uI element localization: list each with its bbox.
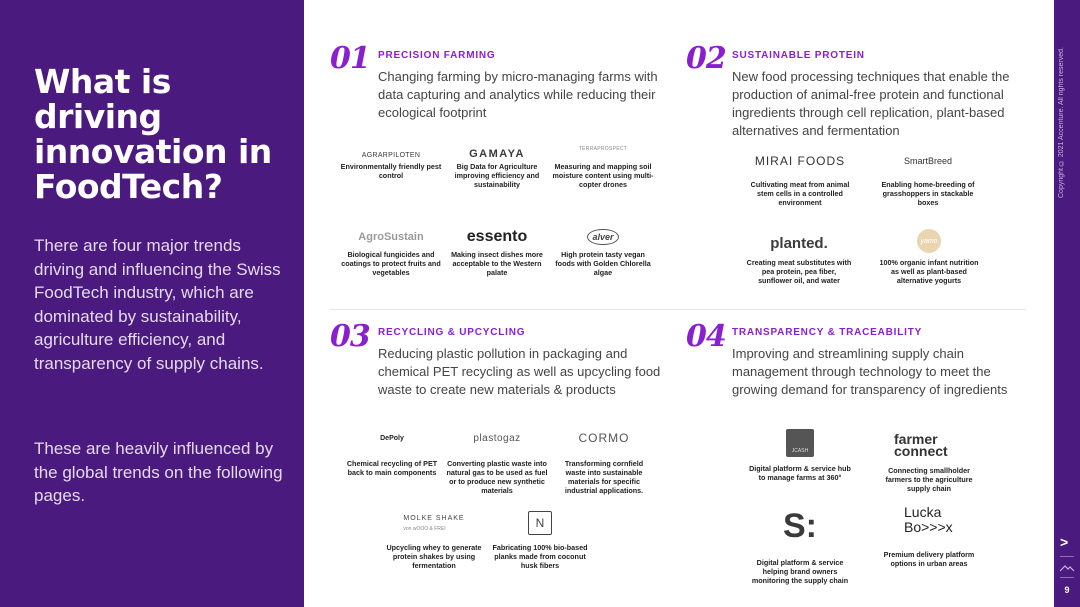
company-logo-sub: von wOOO & FREI bbox=[403, 526, 446, 532]
section-divider bbox=[330, 309, 1026, 310]
company-molke-shake bbox=[382, 512, 486, 570]
company-caption: Fabricating 100% bio-based planks made from coconut husk fibers bbox=[492, 543, 588, 570]
company-caption: Environmentally friendly pest control bbox=[340, 162, 442, 180]
company-caption: Big Data for Agriculture improving efficiency and sustainability bbox=[454, 162, 540, 189]
company-plastogaz bbox=[444, 427, 550, 495]
section-number: 04 bbox=[686, 319, 726, 354]
section-number: 03 bbox=[330, 319, 370, 354]
section-description: Changing farming by micro-managing farms with data capturing and analytics while reducing their ecological footprint bbox=[378, 69, 658, 120]
section-title: RECYCLING & UPCYCLING bbox=[378, 327, 526, 338]
company-agrosustain bbox=[340, 226, 442, 277]
accenture-logo-icon: > bbox=[1060, 534, 1069, 550]
company-caption: 100% organic infant nutrition as well as plant-based alternative yogurts bbox=[879, 258, 979, 285]
company-logo: AgroSustain bbox=[358, 231, 424, 243]
company-logo: MOLKE SHAKE bbox=[403, 515, 465, 522]
company-logo: essento bbox=[466, 228, 528, 245]
company-logo: MIRAI FOODS bbox=[754, 154, 846, 168]
company-logo: yamo bbox=[917, 229, 941, 253]
company-logo: GAMAYA bbox=[469, 148, 525, 160]
right-strip bbox=[1054, 0, 1080, 607]
section-description: Improving and streamlining supply chain management through technology to meet the growing demand for transparency of ingredients bbox=[732, 346, 1008, 397]
company-logo: Lucka Bo>>>x bbox=[904, 504, 953, 535]
copyright-notice: Copyright © 2021 Accenture. All rights reserved. bbox=[1058, 47, 1065, 198]
company-caption: Digital platform & service helping brand owners monitoring the supply chain bbox=[751, 558, 849, 585]
company-caption: Upcycling whey to generate protein shakes by using fermentation bbox=[386, 543, 482, 570]
company-caption: Chemical recycling of PET back to main components bbox=[346, 459, 438, 477]
company-logo: plastogaz bbox=[473, 432, 521, 444]
strip-divider bbox=[1060, 556, 1074, 557]
company-jcash bbox=[746, 428, 854, 482]
company-cormo bbox=[554, 427, 654, 495]
section-title: PRECISION FARMING bbox=[378, 50, 496, 61]
company-agrarpiloten bbox=[340, 138, 442, 180]
section-description: New food processing techniques that enable the production of animal-free protein and functional ingredients through cell replication, plant-based alternatives and fermentation bbox=[732, 69, 1010, 138]
company-terraprospect bbox=[551, 138, 655, 189]
left-panel bbox=[0, 0, 304, 607]
company-alver bbox=[551, 226, 655, 277]
section-description: Reducing plastic pollution in packaging and chemical PET recycling as well as upcycling food waste to create new materials & products bbox=[378, 346, 661, 397]
section-number: 01 bbox=[330, 41, 370, 76]
company-planted bbox=[746, 232, 852, 285]
company-caption: High protein tasty vegan foods with Golden Chlorella algae bbox=[555, 250, 651, 277]
company-s-platform bbox=[744, 502, 856, 585]
company-lucka-box bbox=[876, 504, 982, 568]
section-number: 02 bbox=[686, 41, 726, 76]
company-depoly bbox=[344, 427, 440, 477]
company-caption: Measuring and mapping soil moisture content using multi-copter drones bbox=[552, 162, 654, 189]
company-caption: Cultivating meat from animal stem cells in a controlled environment bbox=[750, 180, 850, 207]
mountain-icon bbox=[1059, 563, 1075, 573]
company-logo: planted. bbox=[770, 234, 828, 252]
outro-paragraph: These are heavily influenced by the global trends on the following pages. bbox=[34, 439, 283, 505]
section-title: SUSTAINABLE PROTEIN bbox=[732, 50, 865, 61]
strip-divider bbox=[1060, 577, 1074, 578]
company-logo: TERRAPROSPECT bbox=[578, 146, 628, 152]
intro-paragraph: There are four major trends driving and influencing the Swiss FoodTech industry, which are dominated by sustainability, agriculture efficiency, and transparency of supply chains. bbox=[34, 236, 281, 373]
company-logo: JCASH bbox=[786, 429, 814, 457]
company-caption: Digital platform & service hub to manage farms at 360° bbox=[749, 464, 851, 482]
company-logo: alver bbox=[587, 229, 618, 245]
company-gamaya bbox=[446, 138, 548, 189]
page-title: What is driving innovation in FoodTech? bbox=[34, 62, 272, 206]
company-caption: Premium delivery platform options in urban areas bbox=[883, 550, 975, 568]
company-essento bbox=[446, 226, 548, 277]
company-caption: Creating meat substitutes with pea protein, pea fiber, sunflower oil, and water bbox=[746, 258, 852, 285]
page-number: 9 bbox=[1064, 585, 1070, 595]
company-coconut-planks bbox=[488, 510, 592, 570]
company-logo: N bbox=[528, 511, 552, 535]
company-mirai-foods bbox=[748, 150, 852, 207]
company-caption: Enabling home-breeding of grasshoppers in stackable boxes bbox=[881, 180, 975, 207]
section-title: TRANSPARENCY & TRACEABILITY bbox=[732, 327, 923, 338]
company-caption: Connecting smallholder farmers to the agriculture supply chain bbox=[885, 466, 973, 493]
company-logo: S: bbox=[783, 506, 817, 545]
company-logo: AGRARPILOTEN bbox=[361, 151, 421, 159]
company-logo: DePoly bbox=[380, 434, 404, 442]
company-caption: Biological fungicides and coatings to protect fruits and vegetables bbox=[341, 250, 441, 277]
company-smartbreed bbox=[876, 150, 980, 207]
company-caption: Converting plastic waste into natural gas to be used as fuel or to produce new synthetic materials bbox=[446, 459, 548, 495]
company-yamo bbox=[876, 230, 982, 285]
company-logo: farmer connect bbox=[894, 431, 948, 459]
company-logo: SmartBreed bbox=[903, 156, 953, 166]
company-caption: Making insect dishes more acceptable to the Western palate bbox=[451, 250, 543, 277]
company-logo: CORMO bbox=[578, 431, 630, 445]
company-caption: Transforming cornfield waste into sustainable materials for specific industrial applications. bbox=[564, 459, 644, 495]
company-farmer-connect bbox=[876, 432, 982, 493]
